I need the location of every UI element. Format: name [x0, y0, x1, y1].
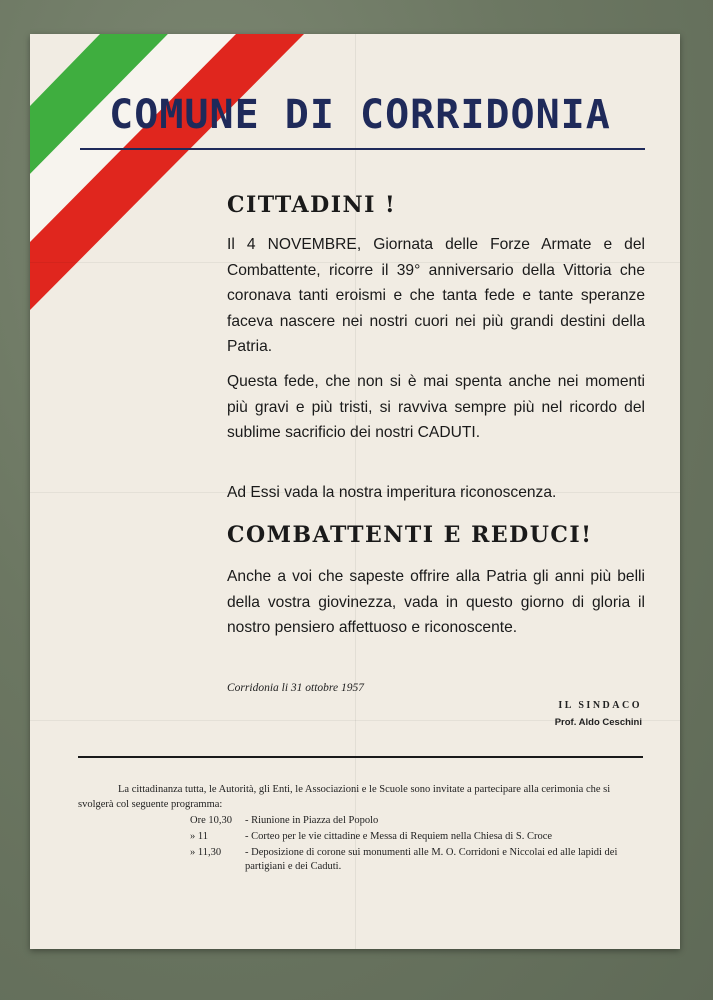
mayor-title: IL SINDACO	[558, 700, 642, 711]
heading-combattenti: COMBATTENTI E REDUCI!	[227, 522, 593, 548]
mayor-name: Prof. Aldo Ceschini	[554, 717, 642, 728]
ceremony-program	[190, 814, 650, 876]
title-underline	[80, 148, 645, 150]
signature-date: Corridonia li 31 ottobre 1957	[227, 682, 364, 694]
program-description: - Riunione in Piazza del Popolo	[245, 815, 379, 826]
footer-divider	[78, 756, 643, 758]
program-description: - Deposizione di corone sui monumenti alle M. O. Corridoni e Niccolai ed alle lapidi dei partigiani e dei Caduti.	[245, 847, 618, 872]
program-time: Ore 10,30	[190, 815, 232, 826]
ceremony-invitation: La cittadinanza tutta, le Autorità, gli Enti, le Associazioni e le Scuole sono invitate a partecipare alla cerimonia che si svolgerà col seguente programma:	[78, 784, 611, 810]
program-description: - Corteo per le vie cittadine e Messa di Requiem nella Chiesa di S. Croce	[245, 831, 553, 842]
poster-sheet	[30, 34, 680, 949]
poster-title: COMUNE DI CORRIDONIA	[109, 92, 611, 138]
program-time: » 11	[190, 831, 208, 842]
program-item	[190, 814, 650, 828]
paragraph-gratitude: Ad Essi vada la nostra imperitura riconoscenza.	[227, 484, 557, 501]
paragraph-veterans: Anche a voi che sapeste offrire alla Patria gli anni più belli della vostra giovinezza, vada in questo giorno di gloria il nostro pensiero affettuoso e riconoscente.	[227, 568, 645, 636]
paragraph-faith: Questa fede, che non si è mai spenta anche nei momenti più gravi e più tristi, si ravviva sempre più nel ricordo del sublime sacrificio dei nostri CADUTI.	[227, 373, 645, 441]
heading-cittadini: CITTADINI !	[227, 192, 397, 218]
program-time: » 11,30	[190, 847, 222, 858]
program-item	[190, 846, 650, 874]
program-item	[190, 830, 650, 844]
paragraph-anniversary: Il 4 NOVEMBRE, Giornata delle Forze Armate e del Combattente, ricorre il 39° anniversario della Vittoria che coronava tanti eroismi e che tanta fede e tante speranze faceva nascere nei nostri cuori nei più grandi destini della Patria.	[227, 236, 645, 355]
